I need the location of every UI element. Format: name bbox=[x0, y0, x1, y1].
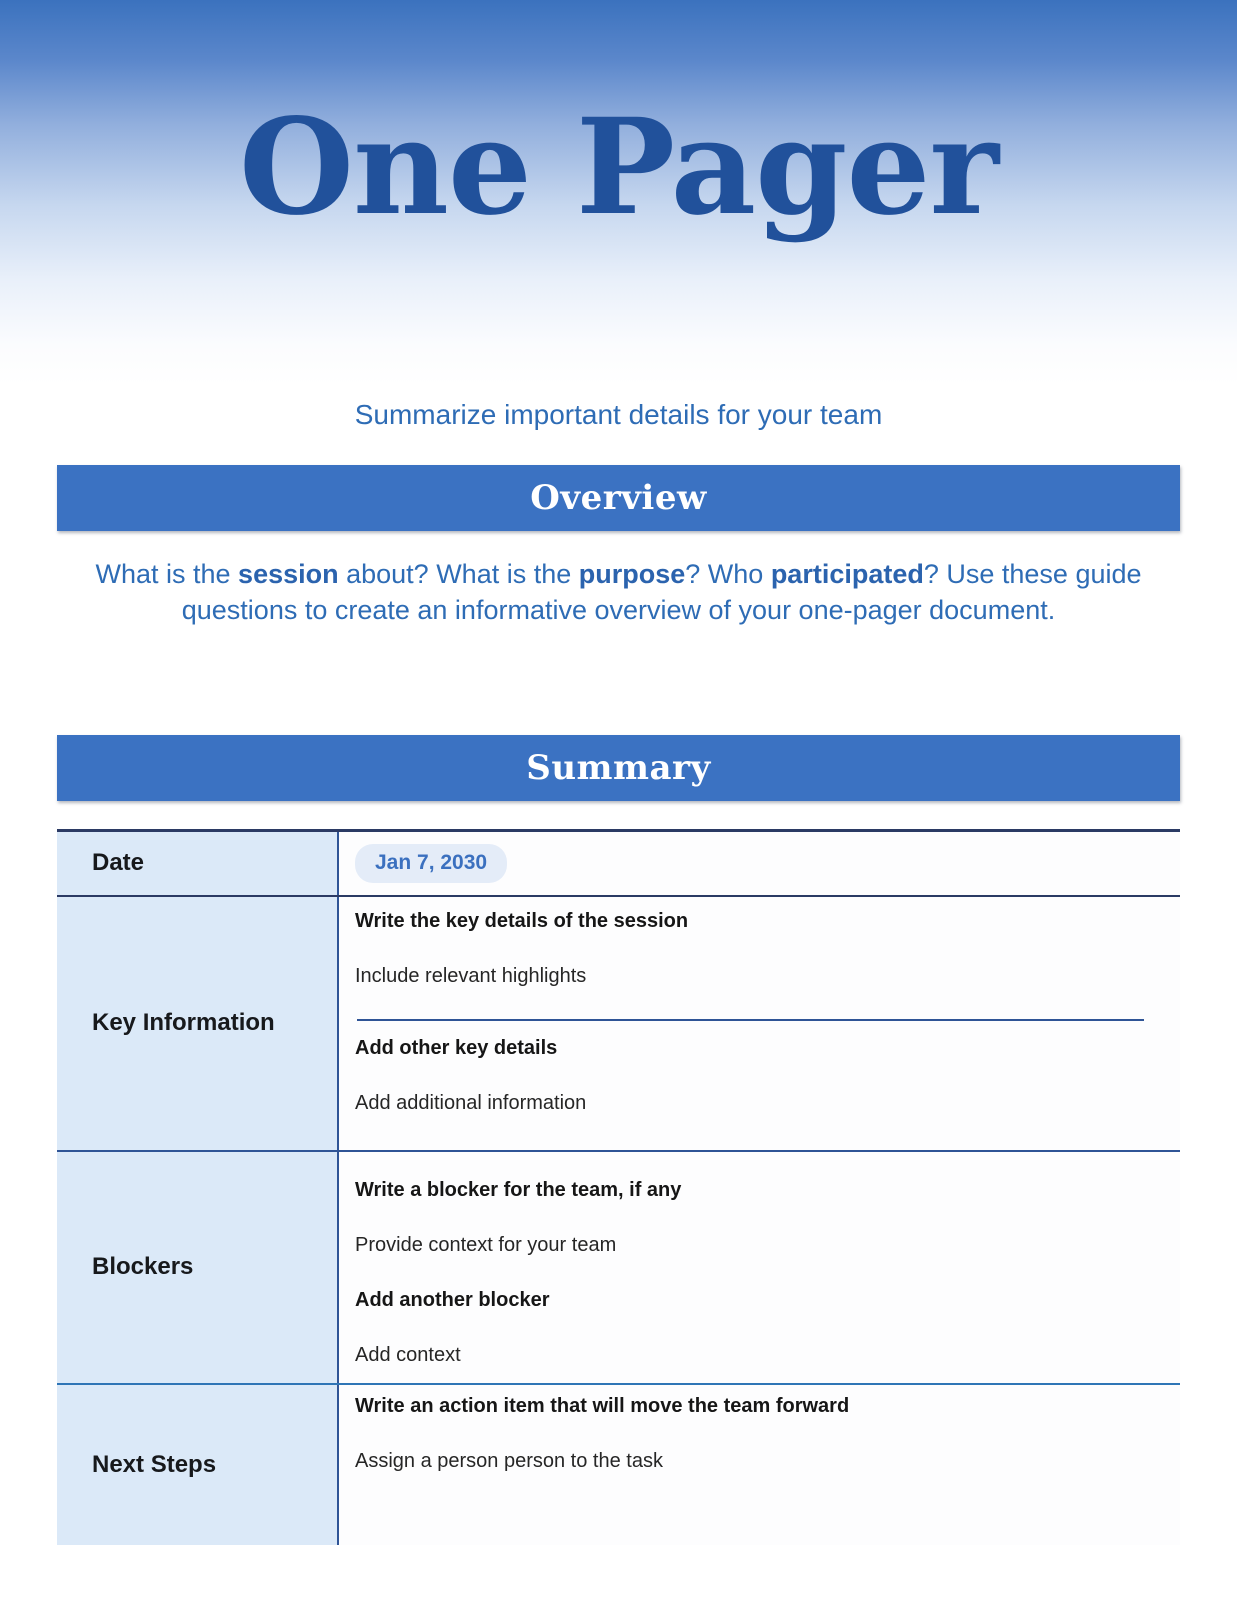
intro-bold-session: session bbox=[238, 559, 339, 589]
row-content-key-information bbox=[339, 897, 1180, 1150]
overview-guide-paragraph bbox=[66, 557, 1171, 629]
next-step-subtext[interactable]: Assign a person person to the task bbox=[355, 1449, 663, 1472]
summary-heading: Summary bbox=[526, 747, 711, 788]
row-content-date bbox=[339, 832, 1180, 895]
row-label-date: Date bbox=[57, 832, 339, 895]
row-content-next-steps bbox=[339, 1385, 1180, 1545]
key-detail-prompt[interactable]: Add other key details bbox=[355, 1036, 558, 1059]
table-row-blockers bbox=[57, 1152, 1180, 1385]
blocker-subtext[interactable]: Provide context for your team bbox=[355, 1233, 617, 1256]
intro-text: What is the bbox=[95, 559, 239, 589]
intro-text: ? Who bbox=[685, 559, 771, 589]
page-title: One Pager bbox=[239, 90, 998, 245]
blocker-prompt[interactable]: Add another blocker bbox=[355, 1288, 550, 1311]
summary-section-bar bbox=[57, 735, 1180, 801]
hero-gradient-header bbox=[0, 0, 1237, 385]
date-badge[interactable]: Jan 7, 2030 bbox=[355, 844, 507, 883]
table-row-next-steps bbox=[57, 1385, 1180, 1545]
overview-section-bar bbox=[57, 465, 1180, 531]
row-label-blockers: Blockers bbox=[57, 1152, 339, 1383]
overview-heading: Overview bbox=[530, 478, 707, 518]
intro-text: ? Use these guide questions to create an informative overview of your one-pager document. bbox=[181, 559, 1142, 625]
row-label-next-steps: Next Steps bbox=[57, 1385, 339, 1545]
row-content-blockers bbox=[339, 1152, 1180, 1383]
row-label-key-information: Key Information bbox=[57, 897, 339, 1150]
intro-bold-purpose: purpose bbox=[578, 559, 686, 589]
blocker-prompt[interactable]: Write a blocker for the team, if any bbox=[355, 1178, 682, 1201]
table-row-date bbox=[57, 832, 1180, 897]
blocker-subtext[interactable]: Add context bbox=[355, 1343, 461, 1366]
intro-bold-participated: participated bbox=[770, 559, 924, 589]
table-row-key-information bbox=[57, 897, 1180, 1152]
intro-text: about? What is the bbox=[338, 559, 579, 589]
summary-table bbox=[57, 829, 1180, 1545]
key-detail-subtext[interactable]: Add additional information bbox=[355, 1091, 587, 1114]
page-subtitle: Summarize important details for your team bbox=[354, 399, 883, 430]
key-detail-subtext[interactable]: Include relevant highlights bbox=[355, 964, 587, 987]
key-detail-prompt[interactable]: Write the key details of the session bbox=[355, 909, 689, 932]
next-step-prompt[interactable]: Write an action item that will move the team forward bbox=[355, 1394, 850, 1417]
key-information-divider bbox=[357, 1019, 1144, 1021]
